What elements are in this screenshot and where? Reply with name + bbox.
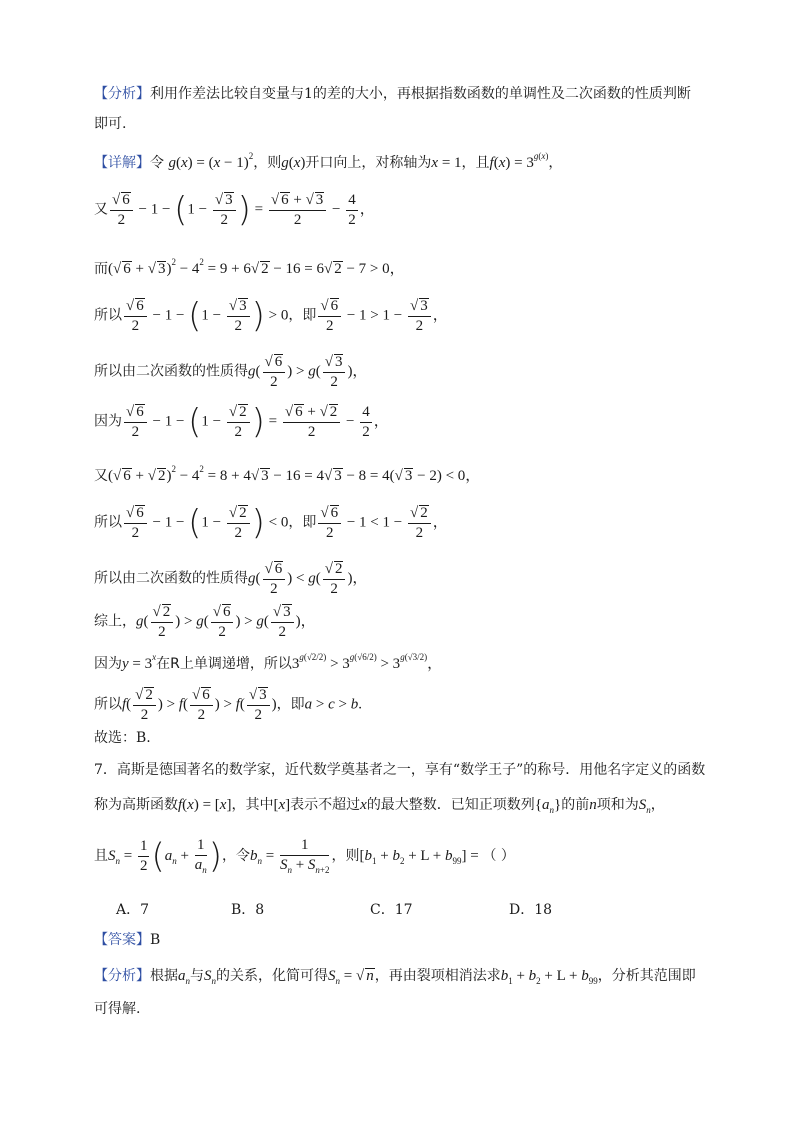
- detail-line-8: 所以 $\frac{√ 6}{2}$ − 1 − (1 − $\frac{√ 2}{2}$ ) < 0，即 $\frac{√ 6}{2}$ − 1 < 1 − $\frac{√ 2}{2}$ ，: [94, 503, 448, 543]
- detail-line-4: 所以 $\frac{√ 6}{2}$ − 1 − (1 − $\frac{√ 3}{2}$ ) > 0，即 $\frac{√ 6}{2}$ − 1 > 1 − $\frac{√ 3}{2}$ ，: [94, 296, 448, 336]
- detail-line-1: 【详解】令 $g(x) = (x - 1)^2$，则g(x)开口向上，对称轴为x = 1，且$f(x) = 3^{g(x)}$，: [94, 151, 563, 171]
- detail-line-10: 综上，g( $\frac{√ 2}{2}$ ) > g( $\frac{√ 6}{2}$ ) > g( $\frac{√ 3}{2}$ )，: [94, 604, 316, 640]
- option-a: A．7: [116, 902, 150, 918]
- question-7-line-1: 7．高斯是德国著名的数学家，近代数学奠基者之一，享有“数学王子”的称号．用他名字定义的函数: [94, 762, 706, 778]
- analysis-line-1: [94, 87, 691, 101]
- detail-line-2: 又 $\frac{√ 6}{2}$ − 1 − (1 − $\frac{√ 3}{2}$ ) = $\frac{√ 6 + √ 3}{2}$ − $\frac{4}{2}$ ，: [94, 190, 375, 230]
- detail-line-5: 所以由二次函数的性质得g( $\frac{√ 6}{2}$ ) > g( $\frac{√ 3}{2}$ )，: [94, 354, 368, 390]
- option-b: B．8: [231, 902, 265, 918]
- answer-line: [94, 933, 160, 947]
- question-7-line-2: 称为高斯函数f(x) = [x]，其中[x]表示不超过x的最大整数．已知正项数列$\{a_n\}$的前n项和为$S_n$，: [94, 797, 665, 815]
- option-c: C．17: [370, 902, 413, 918]
- option-d: D．18: [509, 902, 553, 918]
- analysis-line-2: 即可.: [94, 116, 127, 132]
- analysis-tag: 【分析】: [94, 86, 150, 102]
- detail-choice: 故选：B.: [94, 730, 151, 746]
- detail-line-11: 因为$y = 3^x$在R上单调递增，所以$3^{g(√2/2)} > 3^{g(√6/2)} > 3^{g(√3/2)}$，: [94, 652, 443, 672]
- detail-line-12: 所以f( $\frac{√ 2}{2}$ ) > f( $\frac{√ 6}{2}$ ) > f( $\frac{√ 3}{2}$ )，即a > c > b.: [94, 687, 363, 723]
- detail-line-6: 因为 $\frac{√ 6}{2}$ − 1 − (1 − $\frac{√ 2}{2}$ ) = $\frac{√ 6 + √ 2}{2}$ − $\frac{4}{2}$ ，: [94, 402, 389, 442]
- analysis-2-line-1: 【分析】根据$a_n$与$S_n$的关系，化简可得$S_n$ = √ n，再由裂项相消法求$b_1 + b_2 + L + b_{99}$，分析其范围即: [94, 968, 696, 986]
- detail-line-7: 又(√ 6 + √ $2)^2 - 4^2 = 8 + 4√$ 3 − 16 = 4√ 3 − 8 = 4(√ 3 − 2) < 0，: [94, 464, 481, 484]
- answer-tag: 【答案】: [94, 932, 150, 948]
- detail-line-9: 所以由二次函数的性质得g( $\frac{√ 6}{2}$ ) < g( $\frac{√ 2}{2}$ )，: [94, 561, 368, 597]
- question-7-line-3: 且$S_n$ = $\frac{1}{2}$ ($a_n$ + $\frac{1}{a_n}$ )，令$b_n$ = $\frac{1}{S_n + S_{n+2}}$ ，则$[b_1 + b_2 + L + b_{99}]$ = （ ）: [94, 836, 515, 877]
- detail-tag: 【详解】: [94, 155, 150, 171]
- analysis-text: 利用作差法比较自变量与1的差的大小，再根据指数函数的单调性及二次函数的性质判断: [150, 86, 691, 102]
- detail-line-3: 而(√ 6 + √ $3)^2 - 4^2 = 9 + 6√$ 2 − 16 = 6√ 2 − 7 > 0，: [94, 257, 405, 277]
- answer-value: B: [150, 932, 161, 948]
- analysis-2-line-2: 可得解.: [94, 1001, 141, 1017]
- analysis-2-tag: 【分析】: [94, 968, 150, 984]
